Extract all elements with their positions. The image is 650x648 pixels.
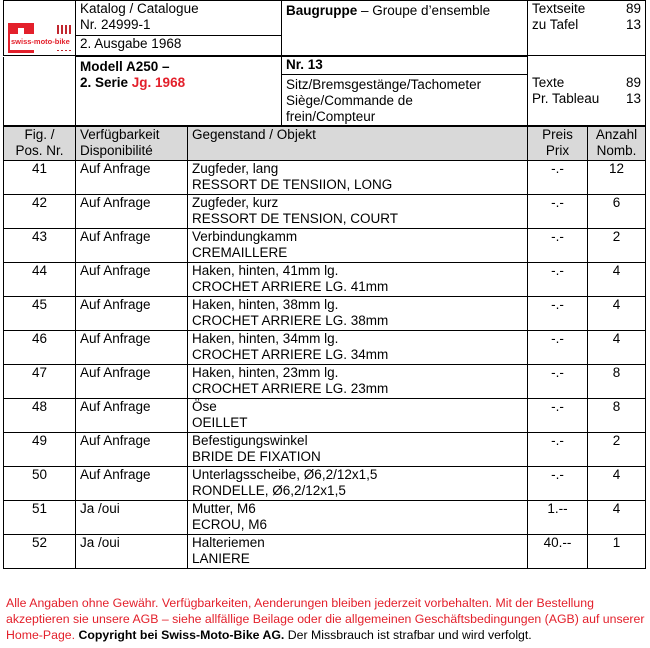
header-table <box>3 0 646 56</box>
group-desc-line3: frein/Compteur <box>286 109 376 124</box>
availability-cell: Auf Anfrage <box>76 433 188 467</box>
pos-cell: 49 <box>4 433 76 467</box>
model-year: Jg. 1968 <box>131 75 186 90</box>
object-name-fr: RESSORT DE TENSIION, LONG <box>192 177 393 192</box>
textseite-label: Textseite <box>532 1 586 16</box>
qty-cell: 4 <box>588 331 646 365</box>
price-cell: 1.-- <box>528 501 588 535</box>
model-cell <box>76 57 282 126</box>
object-cell <box>188 161 528 195</box>
group-title-cell <box>282 1 528 56</box>
object-name-fr: CROCHET ARRIERE LG. 41mm <box>192 279 389 294</box>
catalog-cell <box>76 1 282 36</box>
availability-cell: Auf Anfrage <box>76 467 188 501</box>
availability-cell: Auf Anfrage <box>76 297 188 331</box>
table-row <box>4 399 646 433</box>
copyright-text: Copyright bei Swiss-Moto-Bike AG. <box>78 628 285 642</box>
catalog-sheet <box>3 0 645 569</box>
price-cell: -.- <box>528 263 588 297</box>
price-cell: 40.-- <box>528 535 588 569</box>
pos-cell: 50 <box>4 467 76 501</box>
object-cell <box>188 535 528 569</box>
availability-cell: Auf Anfrage <box>76 365 188 399</box>
object-name-fr: CROCHET ARRIERE LG. 38mm <box>192 313 389 328</box>
price-cell: -.- <box>528 195 588 229</box>
price-cell: -.- <box>528 331 588 365</box>
table-row <box>4 433 646 467</box>
price-cell: -.- <box>528 161 588 195</box>
object-name-de: Haken, hinten, 41mm lg. <box>192 263 339 278</box>
table-row <box>4 229 646 263</box>
logo-cell <box>4 1 76 56</box>
availability-cell: Auf Anfrage <box>76 331 188 365</box>
qty-cell: 6 <box>588 195 646 229</box>
column-header-row <box>4 127 646 161</box>
object-cell <box>188 263 528 297</box>
zu-tafel-label: zu Tafel <box>532 17 579 32</box>
edition-cell: 2. Ausgabe 1968 <box>76 36 282 56</box>
object-name-de: Befestigungswinkel <box>192 433 308 448</box>
col-availability: Verfügbarkeit Disponibilité <box>76 127 188 161</box>
availability-cell: Auf Anfrage <box>76 229 188 263</box>
object-name-de: Haken, hinten, 23mm lg. <box>192 365 339 380</box>
object-cell <box>188 229 528 263</box>
logo-wordmark: swiss-moto-bike <box>10 34 71 50</box>
object-name-fr: CROCHET ARRIERE LG. 23mm <box>192 381 389 396</box>
price-cell: -.- <box>528 365 588 399</box>
qty-cell: 2 <box>588 433 646 467</box>
object-name-de: Zugfeder, kurz <box>192 195 279 210</box>
object-name-de: Halteriemen <box>192 535 265 550</box>
pos-cell: 47 <box>4 365 76 399</box>
object-cell <box>188 365 528 399</box>
qty-cell: 12 <box>588 161 646 195</box>
col-fig: Fig. / Pos. Nr. <box>4 127 76 161</box>
qty-cell: 1 <box>588 535 646 569</box>
textseite-cell <box>528 1 646 56</box>
availability-cell: Ja /oui <box>76 535 188 569</box>
pos-cell: 45 <box>4 297 76 331</box>
object-name-fr: ECROU, M6 <box>192 517 268 532</box>
texte-cell <box>528 57 646 126</box>
price-cell: -.- <box>528 297 588 331</box>
textseite-value: 89 <box>625 1 641 16</box>
availability-cell: Auf Anfrage <box>76 161 188 195</box>
tableau-value: 13 <box>625 90 641 106</box>
table-row <box>4 195 646 229</box>
object-cell <box>188 297 528 331</box>
disclaimer-text: Alle Angaben ohne Gewähr. Verfügbarkeiten, Aenderungen bleiben jederzeit vorbehalten. Mit der Bestellung akzeptieren sie unsere AGB – siehe allfällige Beilage oder die allgemeinen Geschäftsbedingungen (AGB) auf unserer Home-Page. <box>6 596 645 642</box>
pos-cell: 51 <box>4 501 76 535</box>
price-cell: -.- <box>528 399 588 433</box>
object-name-de: Mutter, M6 <box>192 501 256 516</box>
header-table-2 <box>3 56 646 126</box>
object-name-fr: CROCHET ARRIERE LG. 34mm <box>192 347 389 362</box>
zu-tafel-value: 13 <box>625 17 641 32</box>
group-label-rest: – Groupe d’ensemble <box>357 3 491 18</box>
misuse-text: Der Missbrauch ist strafbar und wird verfolgt. <box>284 628 532 642</box>
object-cell <box>188 501 528 535</box>
col-qty: Anzahl Nomb. <box>588 127 646 161</box>
qty-cell: 4 <box>588 501 646 535</box>
object-name-fr: RESSORT DE TENSION, COURT <box>192 211 399 226</box>
object-name-de: Verbindungkamm <box>192 229 298 244</box>
col-price: Preis Prix <box>528 127 588 161</box>
availability-cell: Auf Anfrage <box>76 195 188 229</box>
qty-cell: 8 <box>588 365 646 399</box>
object-name-de: Öse <box>192 399 217 414</box>
catalog-line1: Katalog / Catalogue <box>80 1 199 16</box>
object-cell <box>188 399 528 433</box>
pos-cell: 41 <box>4 161 76 195</box>
object-cell <box>188 467 528 501</box>
table-row <box>4 365 646 399</box>
qty-cell: 4 <box>588 263 646 297</box>
pos-cell: 42 <box>4 195 76 229</box>
table-row <box>4 501 646 535</box>
group-desc-cell <box>282 75 528 126</box>
pos-cell: 46 <box>4 331 76 365</box>
table-row <box>4 331 646 365</box>
object-name-de: Unterlagsscheibe, Ø6,2/12x1,5 <box>192 467 378 482</box>
col-object: Gegenstand / Objekt <box>188 127 528 161</box>
group-desc-line1: Sitz/Bremsgestänge/Tachometer <box>286 77 482 92</box>
tableau-label: Pr. Tableau <box>532 90 600 106</box>
object-cell <box>188 331 528 365</box>
group-number: Nr. 13 <box>282 57 528 75</box>
availability-cell: Auf Anfrage <box>76 263 188 297</box>
price-cell: -.- <box>528 433 588 467</box>
availability-cell: Auf Anfrage <box>76 399 188 433</box>
qty-cell: 2 <box>588 229 646 263</box>
group-label: Baugruppe <box>286 3 358 18</box>
object-name-fr: BRIDE DE FIXATION <box>192 449 321 464</box>
object-name-de: Haken, hinten, 38mm lg. <box>192 297 339 312</box>
table-row <box>4 161 646 195</box>
catalog-line2: Nr. 24999-1 <box>80 17 151 32</box>
object-name-fr: OEILLET <box>192 415 248 430</box>
table-row <box>4 535 646 569</box>
object-cell <box>188 195 528 229</box>
object-name-fr: RONDELLE, Ø6,2/12x1,5 <box>192 483 346 498</box>
pos-cell: 44 <box>4 263 76 297</box>
table-row <box>4 467 646 501</box>
model-line2-prefix: 2. Serie <box>80 75 132 90</box>
price-cell: -.- <box>528 229 588 263</box>
group-desc-line2: Siège/Commande de <box>286 93 413 108</box>
texte-label: Texte <box>532 74 565 90</box>
pos-cell: 52 <box>4 535 76 569</box>
table-row <box>4 263 646 297</box>
object-name-de: Zugfeder, lang <box>192 161 279 176</box>
pos-cell: 43 <box>4 229 76 263</box>
model-line1: Modell A250 – <box>80 59 170 74</box>
object-cell <box>188 433 528 467</box>
object-name-fr: CREMAILLERE <box>192 245 288 260</box>
parts-table <box>3 126 646 569</box>
logo-cell-bottom <box>4 57 76 126</box>
disclaimer-footer <box>6 595 646 643</box>
pos-cell: 48 <box>4 399 76 433</box>
price-cell: -.- <box>528 467 588 501</box>
availability-cell: Ja /oui <box>76 501 188 535</box>
qty-cell: 4 <box>588 467 646 501</box>
object-name-fr: LANIERE <box>192 551 250 566</box>
object-name-de: Haken, hinten, 34mm lg. <box>192 331 339 346</box>
texte-value: 89 <box>625 74 641 90</box>
qty-cell: 8 <box>588 399 646 433</box>
swiss-moto-bike-logo <box>8 23 72 53</box>
table-row <box>4 297 646 331</box>
qty-cell: 4 <box>588 297 646 331</box>
